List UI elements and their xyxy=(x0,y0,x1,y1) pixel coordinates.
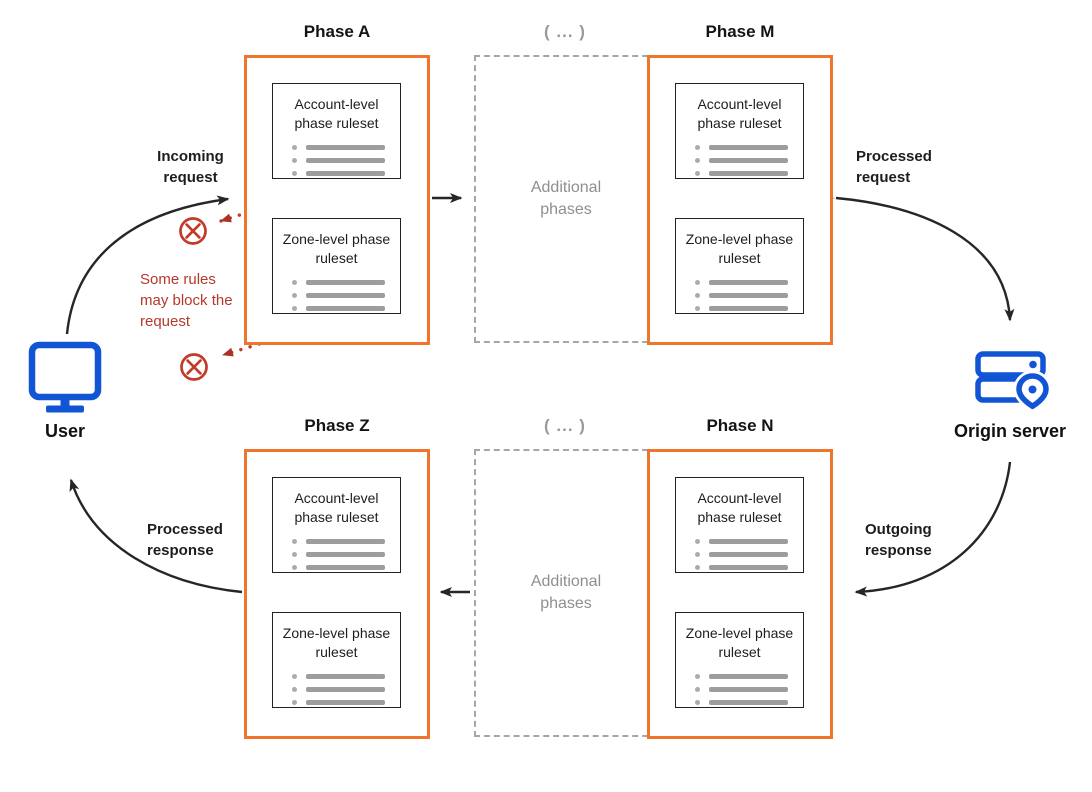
rule-item xyxy=(695,670,803,683)
phase-m xyxy=(647,20,833,345)
bullet-dot xyxy=(292,700,297,705)
origin-server-node-label: Origin server xyxy=(953,421,1067,441)
phase-a-title: Phase A xyxy=(303,22,371,41)
rule-list xyxy=(292,141,400,180)
rule-bar xyxy=(306,539,385,544)
phase-n-title: Phase N xyxy=(706,416,774,435)
bullet-dot xyxy=(695,306,700,311)
rule-list xyxy=(695,276,803,315)
rule-bar xyxy=(306,158,385,163)
bullet-dot xyxy=(695,280,700,285)
rule-item xyxy=(292,561,400,574)
rule-item xyxy=(292,141,400,154)
rule-bar xyxy=(306,565,385,570)
bullet-dot xyxy=(695,539,700,544)
phase-a-zone-ruleset-card xyxy=(272,218,401,314)
rule-item xyxy=(292,289,400,302)
phase-z xyxy=(244,414,430,739)
bullet-dot xyxy=(292,552,297,557)
outgoing-response-label: Outgoing response xyxy=(865,521,932,559)
ellipsis-header: ( ... ) xyxy=(544,416,586,435)
rule-bar xyxy=(306,293,385,298)
rule-item xyxy=(695,561,803,574)
rule-bar xyxy=(306,145,385,150)
rule-item xyxy=(292,696,400,709)
zone-ruleset-label: Zone-level phase ruleset xyxy=(685,625,794,660)
rule-bar xyxy=(306,171,385,176)
rule-bar xyxy=(709,565,788,570)
phase-z-zone-ruleset-card xyxy=(272,612,401,708)
rule-bar xyxy=(709,171,788,176)
rule-list xyxy=(292,535,400,574)
bullet-dot xyxy=(292,293,297,298)
rule-bar xyxy=(709,539,788,544)
processed-request-label: Processed request xyxy=(856,148,932,186)
rule-list xyxy=(695,535,803,574)
phase-z-account-ruleset-card xyxy=(272,477,401,573)
rule-item xyxy=(695,535,803,548)
bullet-dot xyxy=(695,700,700,705)
zone-ruleset-label: Zone-level phase ruleset xyxy=(282,231,391,266)
bullet-dot xyxy=(695,293,700,298)
additional-phases-box xyxy=(474,55,658,343)
rule-item xyxy=(695,548,803,561)
bullet-dot xyxy=(292,280,297,285)
account-ruleset-label: Account-level phase ruleset xyxy=(697,96,782,131)
rule-item xyxy=(695,302,803,315)
account-ruleset-label: Account-level phase ruleset xyxy=(697,490,782,525)
zone-ruleset-label: Zone-level phase ruleset xyxy=(685,231,794,266)
rule-item xyxy=(695,683,803,696)
additional-phases-bottom xyxy=(472,414,658,739)
additional-phases-top xyxy=(472,20,658,345)
phase-m-account-ruleset-card xyxy=(675,83,804,179)
phase-m-box xyxy=(647,55,833,345)
bullet-dot xyxy=(695,158,700,163)
ellipsis-header: ( ... ) xyxy=(544,22,586,41)
rule-item xyxy=(292,683,400,696)
rule-bar xyxy=(306,552,385,557)
phase-n xyxy=(647,414,833,739)
rule-bar xyxy=(306,280,385,285)
phase-n-box xyxy=(647,449,833,739)
phase-a-box xyxy=(244,55,430,345)
rule-item xyxy=(292,302,400,315)
rule-bar xyxy=(306,687,385,692)
phase-a-account-ruleset-card xyxy=(272,83,401,179)
phase-z-title: Phase Z xyxy=(304,416,370,435)
rule-item xyxy=(292,167,400,180)
bullet-dot xyxy=(292,674,297,679)
rule-item xyxy=(292,535,400,548)
rule-item xyxy=(292,670,400,683)
phase-n-account-ruleset-card xyxy=(675,477,804,573)
server-location-pin-icon xyxy=(970,346,1054,417)
rule-bar xyxy=(709,158,788,163)
rule-item xyxy=(292,276,400,289)
bullet-dot xyxy=(292,539,297,544)
rule-bar xyxy=(306,674,385,679)
phase-z-box xyxy=(244,449,430,739)
bullet-dot xyxy=(695,145,700,150)
bullet-dot xyxy=(292,687,297,692)
rule-item xyxy=(695,696,803,709)
phase-m-zone-ruleset-card xyxy=(675,218,804,314)
bullet-dot xyxy=(695,674,700,679)
blocked-circle-x-icon xyxy=(182,355,207,380)
phase-n-zone-ruleset-card xyxy=(675,612,804,708)
rule-bar xyxy=(306,306,385,311)
rule-bar xyxy=(709,280,788,285)
phase-m-title: Phase M xyxy=(705,22,775,41)
additional-phases-label: Additional phases xyxy=(530,179,602,218)
rule-bar xyxy=(709,687,788,692)
rule-bar xyxy=(709,700,788,705)
rule-list xyxy=(695,141,803,180)
bullet-dot xyxy=(292,565,297,570)
rule-list xyxy=(292,670,400,709)
blocked-circle-x-icon xyxy=(181,219,206,244)
bullet-dot xyxy=(292,145,297,150)
zone-ruleset-label: Zone-level phase ruleset xyxy=(282,625,391,660)
monitor-icon xyxy=(27,341,103,420)
rule-item xyxy=(695,154,803,167)
rule-list xyxy=(292,276,400,315)
rule-item xyxy=(292,548,400,561)
rule-item xyxy=(695,289,803,302)
additional-phases-label: Additional phases xyxy=(530,573,602,612)
processed-response-label: Processed response xyxy=(147,521,223,559)
additional-phases-box xyxy=(474,449,658,737)
incoming-request-label: Incoming request xyxy=(157,148,224,186)
bullet-dot xyxy=(695,552,700,557)
account-ruleset-label: Account-level phase ruleset xyxy=(294,490,379,525)
processed-request-arrow xyxy=(836,198,1010,320)
user-node-label: User xyxy=(44,421,86,441)
block-warning-label: Some rules may block the request xyxy=(140,271,233,330)
bullet-dot xyxy=(695,687,700,692)
bullet-dot xyxy=(292,158,297,163)
rule-bar xyxy=(709,552,788,557)
rule-item xyxy=(695,276,803,289)
bullet-dot xyxy=(695,171,700,176)
rule-item xyxy=(292,154,400,167)
account-ruleset-label: Account-level phase ruleset xyxy=(294,96,379,131)
rule-bar xyxy=(709,293,788,298)
bullet-dot xyxy=(292,306,297,311)
bullet-dot xyxy=(695,565,700,570)
rule-bar xyxy=(306,700,385,705)
rule-list xyxy=(695,670,803,709)
phase-a xyxy=(244,20,430,345)
bullet-dot xyxy=(292,171,297,176)
rule-bar xyxy=(709,145,788,150)
rule-bar xyxy=(709,674,788,679)
rule-item xyxy=(695,141,803,154)
rule-bar xyxy=(709,306,788,311)
rule-item xyxy=(695,167,803,180)
